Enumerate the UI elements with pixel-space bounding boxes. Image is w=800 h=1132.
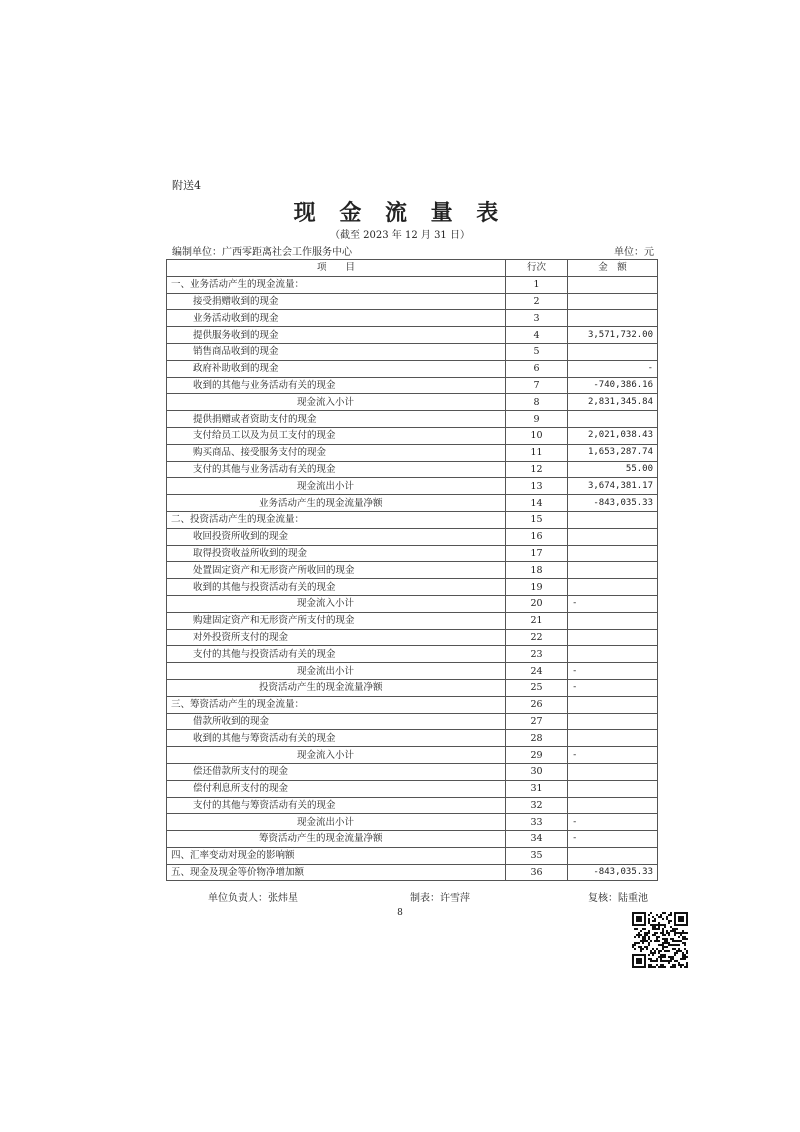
- row-amount: [568, 646, 658, 663]
- table-row: [167, 646, 658, 663]
- row-amount: [568, 343, 658, 360]
- row-label: 筹资活动产生的现金流量净额: [167, 831, 506, 848]
- row-amount: [568, 545, 658, 562]
- header-item: 项 目: [167, 260, 506, 277]
- row-line-number: 22: [506, 629, 568, 646]
- row-line-number: 34: [506, 831, 568, 848]
- page-title: 现 金 流 量 表: [293, 200, 507, 226]
- row-line-number: 20: [506, 595, 568, 612]
- row-amount: 3,674,381.17: [568, 478, 658, 495]
- row-label: 支付的其他与业务活动有关的现金: [167, 461, 506, 478]
- attachment-label: 附送4: [172, 179, 201, 192]
- row-line-number: 28: [506, 730, 568, 747]
- header-amount: 金 额: [568, 260, 658, 277]
- row-label: 收回投资所收到的现金: [167, 528, 506, 545]
- row-line-number: 6: [506, 360, 568, 377]
- row-amount: -740,386.16: [568, 377, 658, 394]
- preparer: 制表：许雪萍: [410, 893, 470, 904]
- row-label: 收到的其他与筹资活动有关的现金: [167, 730, 506, 747]
- table-row: [167, 612, 658, 629]
- row-line-number: 17: [506, 545, 568, 562]
- row-line-number: 19: [506, 579, 568, 596]
- table-header-row: [167, 260, 658, 277]
- table-row: [167, 814, 658, 831]
- row-line-number: 4: [506, 327, 568, 344]
- table-row: [167, 696, 658, 713]
- row-label: 偿还借款所支付的现金: [167, 763, 506, 780]
- table-row: [167, 528, 658, 545]
- reviewer: 复核：陆重池: [588, 893, 648, 904]
- row-amount: -843,035.33: [568, 864, 658, 881]
- row-amount: -: [568, 747, 658, 764]
- row-line-number: 27: [506, 713, 568, 730]
- row-label: 现金流出小计: [167, 663, 506, 680]
- row-amount: 2,021,038.43: [568, 427, 658, 444]
- row-label: 支付的其他与投资活动有关的现金: [167, 646, 506, 663]
- row-amount: -: [568, 663, 658, 680]
- row-line-number: 31: [506, 780, 568, 797]
- row-amount: -: [568, 595, 658, 612]
- table-row: [167, 831, 658, 848]
- header-line: 行次: [506, 260, 568, 277]
- row-label: 偿付利息所支付的现金: [167, 780, 506, 797]
- row-line-number: 35: [506, 847, 568, 864]
- row-label: 取得投资收益所收到的现金: [167, 545, 506, 562]
- table-row: [167, 427, 658, 444]
- row-label: 购建固定资产和无形资产所支付的现金: [167, 612, 506, 629]
- table-row: [167, 763, 658, 780]
- row-line-number: 2: [506, 293, 568, 310]
- row-amount: [568, 310, 658, 327]
- table-row: [167, 343, 658, 360]
- table-row: [167, 394, 658, 411]
- row-label: 借款所收到的现金: [167, 713, 506, 730]
- row-label: 对外投资所支付的现金: [167, 629, 506, 646]
- table-row: [167, 461, 658, 478]
- row-line-number: 18: [506, 562, 568, 579]
- row-line-number: 26: [506, 696, 568, 713]
- reporting-entity: 编制单位：广西零距离社会工作服务中心: [172, 247, 352, 258]
- table-row: [167, 629, 658, 646]
- row-amount: [568, 511, 658, 528]
- row-label: 提供捐赠或者资助支付的现金: [167, 411, 506, 428]
- row-label: 处置固定资产和无形资产所收回的现金: [167, 562, 506, 579]
- row-amount: [568, 528, 658, 545]
- table-row: [167, 797, 658, 814]
- row-amount: [568, 612, 658, 629]
- row-amount: -843,035.33: [568, 495, 658, 512]
- row-amount: [568, 276, 658, 293]
- row-label: 政府补助收到的现金: [167, 360, 506, 377]
- row-label: 三、筹资活动产生的现金流量：: [167, 696, 506, 713]
- row-label: 现金流入小计: [167, 747, 506, 764]
- row-line-number: 21: [506, 612, 568, 629]
- table-row: [167, 595, 658, 612]
- table-row: [167, 847, 658, 864]
- row-label: 接受捐赠收到的现金: [167, 293, 506, 310]
- row-amount: -: [568, 679, 658, 696]
- row-line-number: 29: [506, 747, 568, 764]
- row-amount: -: [568, 360, 658, 377]
- row-line-number: 3: [506, 310, 568, 327]
- row-label: 收到的其他与业务活动有关的现金: [167, 377, 506, 394]
- row-line-number: 32: [506, 797, 568, 814]
- row-line-number: 1: [506, 276, 568, 293]
- row-amount: [568, 780, 658, 797]
- row-line-number: 36: [506, 864, 568, 881]
- table-row: [167, 327, 658, 344]
- row-line-number: 13: [506, 478, 568, 495]
- table-row: [167, 495, 658, 512]
- table-row: [167, 713, 658, 730]
- row-amount: [568, 629, 658, 646]
- row-label: 投资活动产生的现金流量净额: [167, 679, 506, 696]
- row-amount: 2,831,345.84: [568, 394, 658, 411]
- table-row: [167, 864, 658, 881]
- row-amount: 1,653,287.74: [568, 444, 658, 461]
- table-row: [167, 377, 658, 394]
- page-number: 8: [397, 908, 403, 918]
- cash-flow-table: [166, 259, 658, 881]
- row-amount: [568, 562, 658, 579]
- row-label: 现金流入小计: [167, 595, 506, 612]
- row-amount: [568, 713, 658, 730]
- table-row: [167, 663, 658, 680]
- row-label: 业务活动收到的现金: [167, 310, 506, 327]
- row-label: 销售商品收到的现金: [167, 343, 506, 360]
- table-row: [167, 730, 658, 747]
- row-amount: [568, 696, 658, 713]
- row-line-number: 10: [506, 427, 568, 444]
- row-line-number: 8: [506, 394, 568, 411]
- row-line-number: 7: [506, 377, 568, 394]
- currency-unit: 单位：元: [614, 247, 654, 258]
- row-line-number: 23: [506, 646, 568, 663]
- table-row: [167, 780, 658, 797]
- table-row: [167, 579, 658, 596]
- row-line-number: 16: [506, 528, 568, 545]
- row-label: 二、投资活动产生的现金流量：: [167, 511, 506, 528]
- row-label: 一、业务活动产生的现金流量：: [167, 276, 506, 293]
- row-amount: -: [568, 831, 658, 848]
- table-row: [167, 511, 658, 528]
- row-amount: [568, 797, 658, 814]
- table-row: [167, 679, 658, 696]
- row-label: 五、现金及现金等价物净增加额: [167, 864, 506, 881]
- row-amount: [568, 763, 658, 780]
- table-row: [167, 360, 658, 377]
- table-row: [167, 478, 658, 495]
- row-label: 现金流出小计: [167, 478, 506, 495]
- row-line-number: 9: [506, 411, 568, 428]
- table-row: [167, 747, 658, 764]
- table-row: [167, 310, 658, 327]
- qr-code-icon: [632, 912, 688, 968]
- row-label: 支付的其他与筹资活动有关的现金: [167, 797, 506, 814]
- row-amount: -: [568, 814, 658, 831]
- responsible-person: 单位负责人：张炜星: [208, 893, 298, 904]
- row-line-number: 12: [506, 461, 568, 478]
- row-label: 收到的其他与投资活动有关的现金: [167, 579, 506, 596]
- table-row: [167, 293, 658, 310]
- row-amount: [568, 293, 658, 310]
- row-line-number: 5: [506, 343, 568, 360]
- table-row: [167, 545, 658, 562]
- row-line-number: 24: [506, 663, 568, 680]
- table-row: [167, 276, 658, 293]
- row-amount: 55.00: [568, 461, 658, 478]
- table-row: [167, 444, 658, 461]
- row-line-number: 33: [506, 814, 568, 831]
- row-amount: [568, 730, 658, 747]
- row-label: 提供服务收到的现金: [167, 327, 506, 344]
- row-line-number: 15: [506, 511, 568, 528]
- row-label: 支付给员工以及为员工支付的现金: [167, 427, 506, 444]
- row-label: 业务活动产生的现金流量净额: [167, 495, 506, 512]
- row-label: 购买商品、接受服务支付的现金: [167, 444, 506, 461]
- row-amount: [568, 847, 658, 864]
- table-row: [167, 562, 658, 579]
- row-label: 四、汇率变动对现金的影响额: [167, 847, 506, 864]
- row-line-number: 30: [506, 763, 568, 780]
- row-line-number: 11: [506, 444, 568, 461]
- row-label: 现金流出小计: [167, 814, 506, 831]
- row-amount: [568, 411, 658, 428]
- row-amount: [568, 579, 658, 596]
- row-label: 现金流入小计: [167, 394, 506, 411]
- row-line-number: 14: [506, 495, 568, 512]
- row-amount: 3,571,732.00: [568, 327, 658, 344]
- report-date: （截至 2023 年 12 月 31 日）: [330, 230, 470, 241]
- table-row: [167, 411, 658, 428]
- row-line-number: 25: [506, 679, 568, 696]
